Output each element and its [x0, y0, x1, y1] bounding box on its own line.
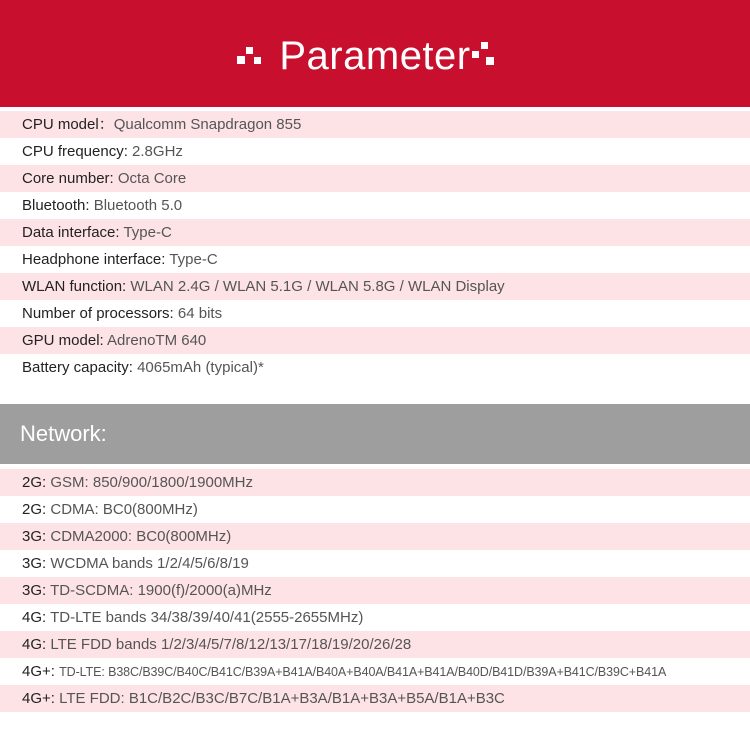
spec-value: 4065mAh (typical)*: [137, 359, 264, 376]
spec-row-number-of-processors: [0, 300, 750, 327]
spec-label: CPU frequency:: [22, 143, 133, 160]
network-label: 3G:: [22, 555, 51, 572]
spec-label: CPU model：: [22, 116, 114, 133]
network-row: [0, 658, 750, 685]
spec-row-battery-capacity: [0, 354, 750, 381]
decorative-squares-icon: [472, 42, 500, 70]
spec-value: 64 bits: [177, 305, 223, 322]
network-row: [0, 685, 750, 712]
spec-row-bluetooth: [0, 192, 750, 219]
network-row: [0, 577, 750, 604]
spec-value: Type-C: [123, 224, 172, 241]
network-label: 3G:: [22, 528, 51, 545]
network-value: CDMA: BC0(800MHz): [50, 501, 198, 518]
network-value: CDMA2000: BC0(800MHz): [50, 528, 232, 545]
spec-value: Qualcomm Snapdragon 855: [113, 116, 302, 133]
network-label: 2G:: [22, 474, 51, 491]
page-title: Parameter: [279, 34, 471, 78]
network-list: [0, 469, 750, 712]
spec-value: AdrenoTM 640: [107, 332, 207, 349]
network-row: [0, 631, 750, 658]
spec-label: Bluetooth:: [22, 197, 94, 214]
spec-label: WLAN function:: [22, 278, 131, 295]
network-section-header: [0, 404, 750, 464]
spec-label: Core number:: [22, 170, 118, 187]
spec-row-cpu-frequency: [0, 138, 750, 165]
network-value: TD-SCDMA: 1900(f)/2000(a)MHz: [50, 582, 272, 599]
network-value: LTE FDD bands 1/2/3/4/5/7/8/12/13/17/18/19/20/26/28: [50, 636, 412, 653]
network-row: [0, 469, 750, 496]
spec-label: Headphone interface:: [22, 251, 170, 268]
spec-row-headphone-interface: [0, 246, 750, 273]
network-label: 4G+:: [22, 690, 60, 707]
spec-value: Type-C: [169, 251, 218, 268]
network-label: 2G:: [22, 501, 51, 518]
spec-row-data-interface: [0, 219, 750, 246]
spec-label: Number of processors:: [22, 305, 178, 322]
network-label: 4G:: [22, 609, 51, 626]
network-value: GSM: 850/900/1800/1900MHz: [50, 474, 253, 491]
network-label: 3G:: [22, 582, 51, 599]
network-value: TD-LTE bands 34/38/39/40/41(2555-2655MHz): [50, 609, 364, 626]
spec-list: [0, 111, 750, 381]
network-row: [0, 604, 750, 631]
network-value: WCDMA bands 1/2/4/5/6/8/19: [50, 555, 249, 572]
network-label: 4G+:: [22, 663, 60, 680]
network-row: [0, 523, 750, 550]
network-label: 4G:: [22, 636, 51, 653]
network-row: [0, 496, 750, 523]
network-row: [0, 550, 750, 577]
spec-row-core-number: [0, 165, 750, 192]
section-title: Network:: [20, 421, 107, 446]
spec-row-wlan-function: [0, 273, 750, 300]
spec-value: Bluetooth 5.0: [93, 197, 183, 214]
network-value: LTE FDD: B1C/B2C/B3C/B7C/B1A+B3A/B1A+B3A+B5A/B1A+B3C: [59, 690, 505, 707]
spec-label: Battery capacity:: [22, 359, 138, 376]
spec-value: 2.8GHz: [132, 143, 183, 160]
spec-row-cpu-model: [0, 111, 750, 138]
spec-label: GPU model:: [22, 332, 108, 349]
header-banner: [0, 0, 750, 107]
network-value: TD-LTE: B38C/B39C/B40C/B41C/B39A+B41A/B40A+B40A/B41A+B41A/B40D/B41D/B39A+B41C/B39C+B41A: [59, 665, 667, 679]
spec-value: Octa Core: [117, 170, 187, 187]
spec-label: Data interface:: [22, 224, 124, 241]
spec-row-gpu-model: [0, 327, 750, 354]
spec-value: WLAN 2.4G / WLAN 5.1G / WLAN 5.8G / WLAN Display: [130, 278, 505, 295]
